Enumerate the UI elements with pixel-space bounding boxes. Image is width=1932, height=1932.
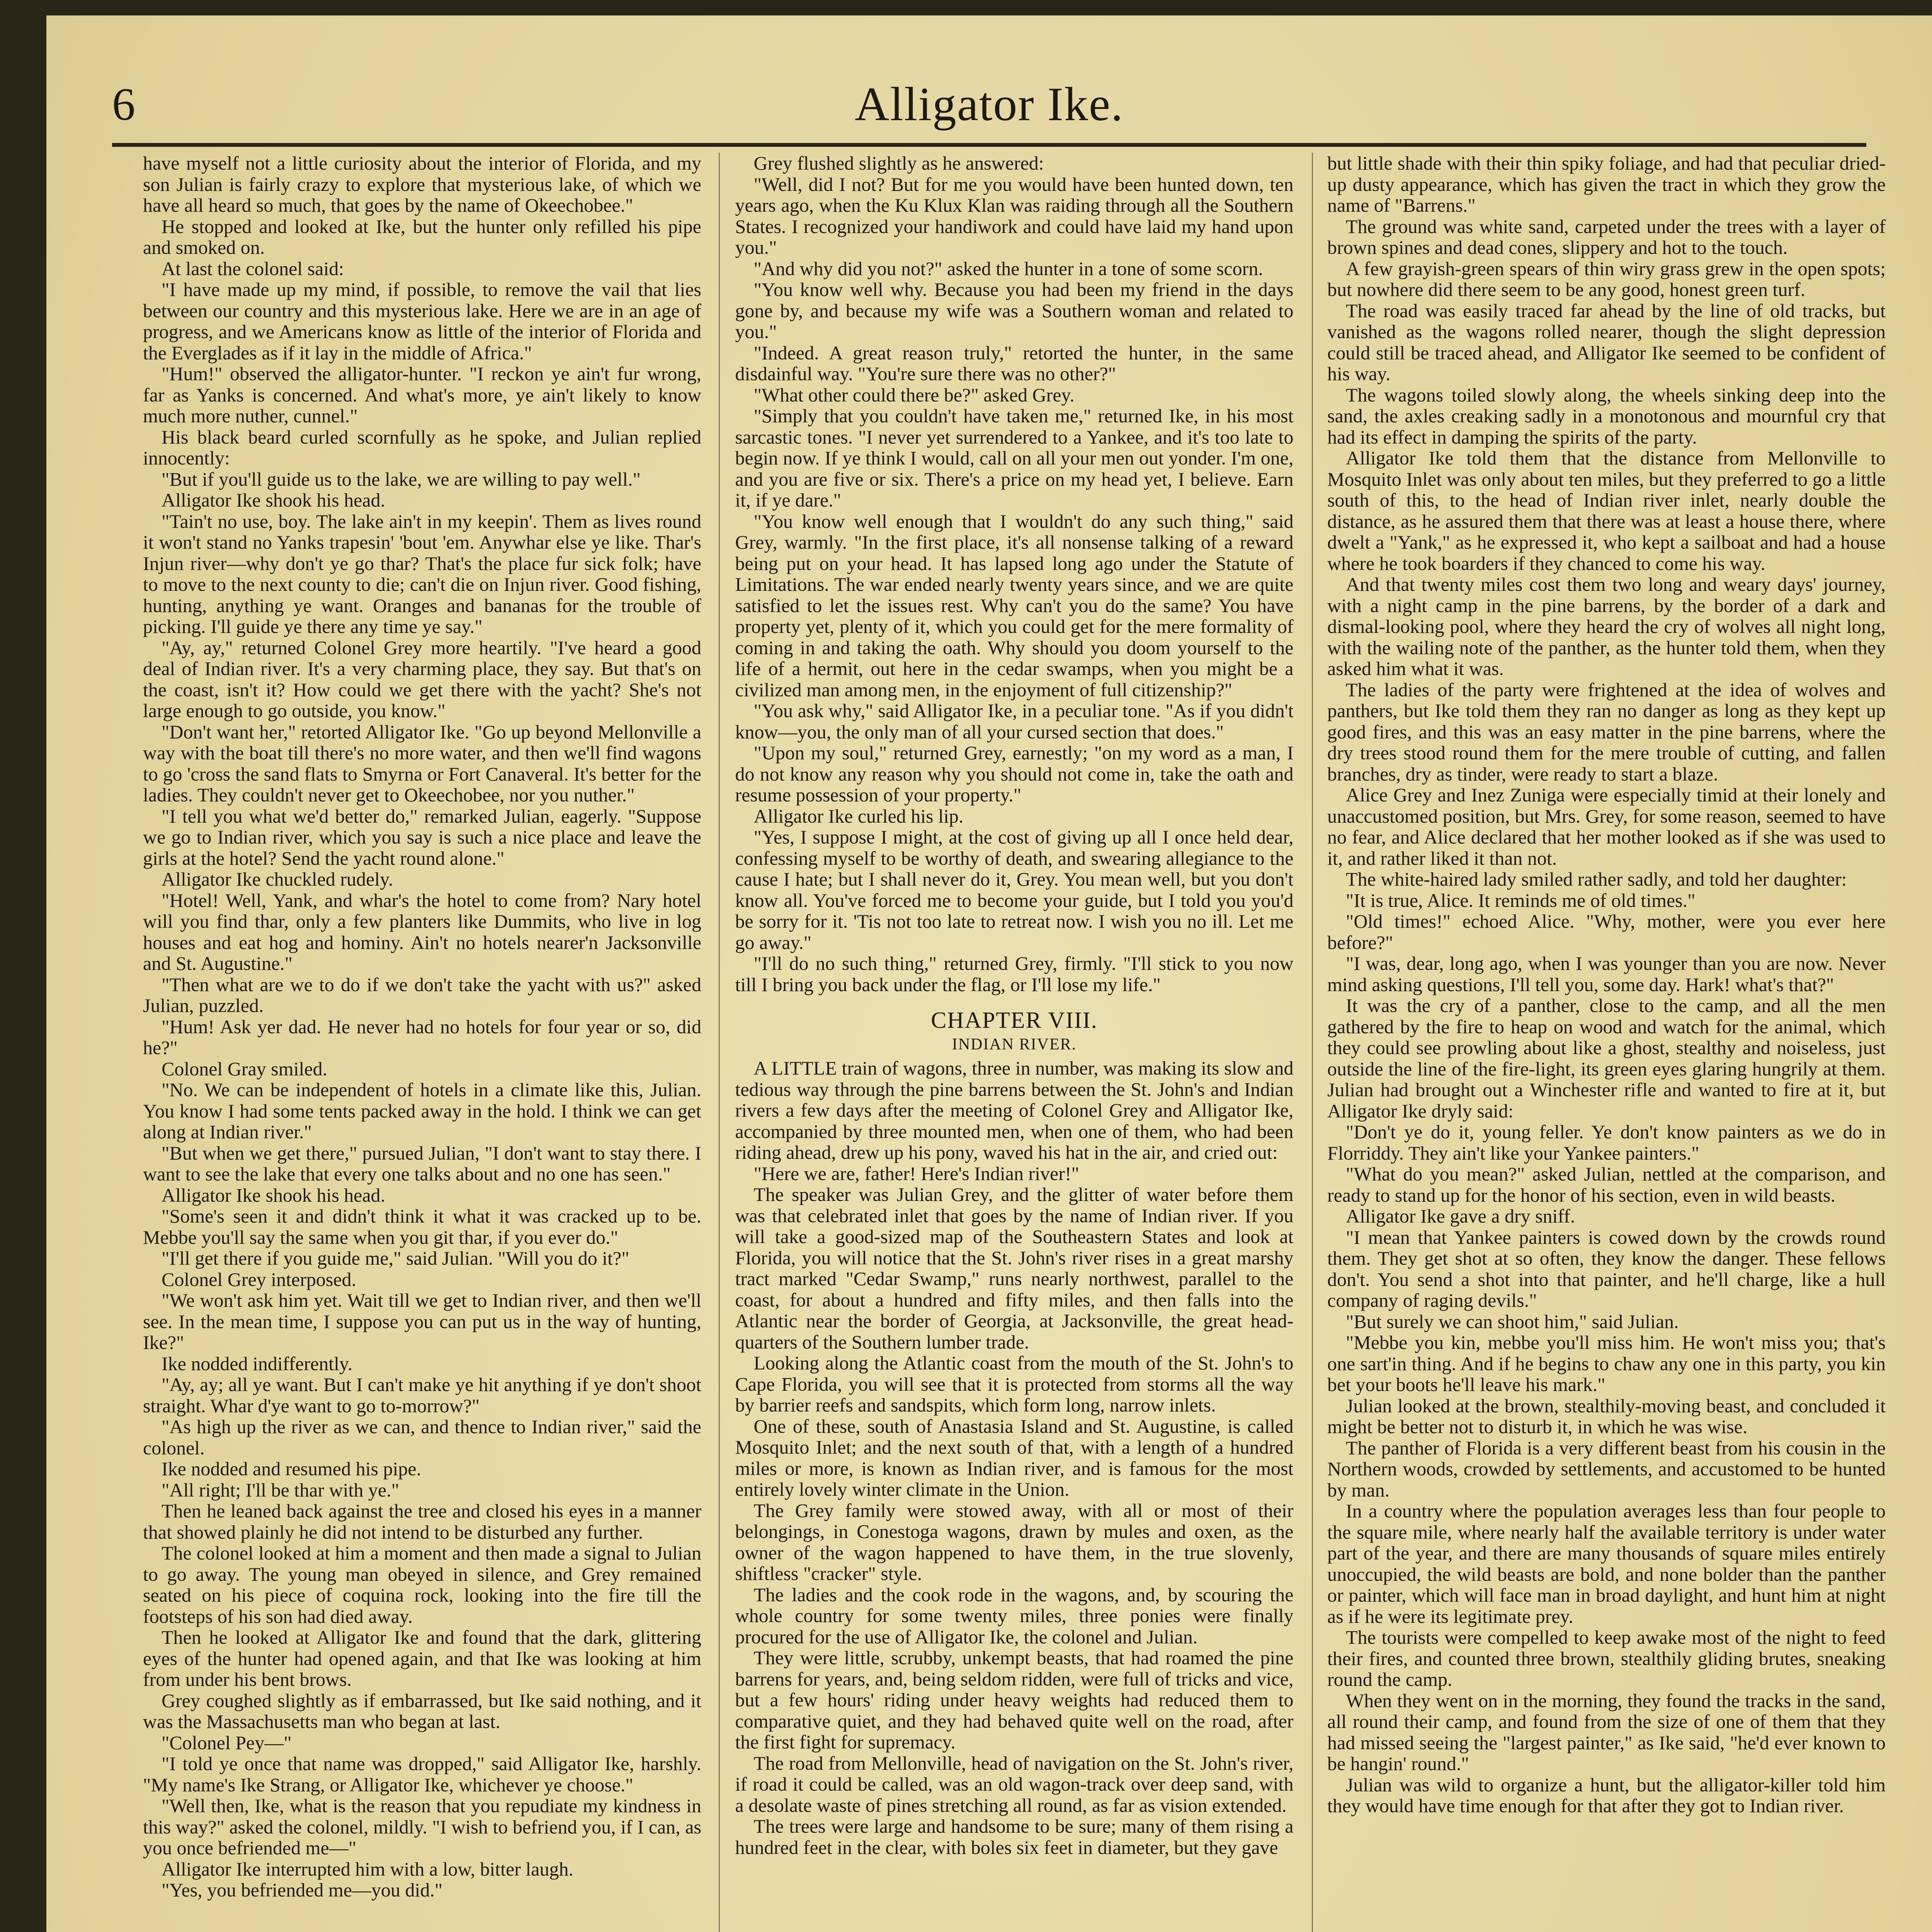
paragraph: Alligator Ike shook his head. <box>162 489 386 511</box>
paragraph: He stopped and looked at Ike, but the hunter only refilled his pipe and smoked on. <box>143 215 701 258</box>
paragraph: Ike nodded indifferently. <box>162 1352 353 1374</box>
paragraph: Grey coughed slightly as if embarrassed, but Ike said nothing, and it was the Massachusetts man who began at last. <box>143 1689 701 1732</box>
paragraph: "Mebbe you kin, mebbe you'll miss him. He won't miss you; that's one sart'in thing. And if he begins to chaw any one in this party, you kin bet your boots he'll leave his mark." <box>1327 1332 1886 1395</box>
paragraph: The ladies of the party were frightened at the idea of wolves and panthers, but Ike told them they ran no danger as long as they kept up good fires, and this was an easy matter in the pine barrens, where the dry trees stood round them for the mere trouble of cutting, and fallen branches, dry as tinder, were ready to start a blaze. <box>1327 679 1886 785</box>
paragraph: Julian was wild to organize a hunt, but the alligator-killer told him they would have time enough for that after they got to Indian river. <box>1327 1774 1886 1816</box>
page-header <box>112 73 1866 147</box>
paragraph: Alice Grey and Inez Zuniga were especially timid at their lonely and unaccustomed position, but Mrs. Grey, for some reason, seemed to have no fear, and Alice declared that her mother looked as if she was used to it, and rather liked it than not. <box>1327 784 1886 869</box>
paragraph: "I'll get there if you guide me," said Julian. "Will you do it?" <box>162 1247 629 1269</box>
paragraph: "Don't want her," retorted Alligator Ike. "Go up beyond Mellonville a way with the boat till there's no more water, and then we'll find wagons to go 'cross the sand flats to Smyrna or Fort Canaveral. It's better for the ladies. They couldn't never get to Okeechobee, nor you nuther." <box>143 721 701 806</box>
paragraph: The ladies and the cook rode in the wagons, and, by scouring the whole country for some twenty miles, three ponies were finally procured for the use of Alligator Ike, the colonel and Julian. <box>735 1583 1294 1648</box>
paragraph: The Grey family were stowed away, with all or most of their belongings, in Conestoga wagons, drawn by mules and oxen, as the owner of the wagon happened to have them, in the true slovenly, shiftless "cracker" style. <box>735 1499 1294 1584</box>
paragraph: "Yes, I suppose I might, at the cost of giving up all I once held dear, confessing myself to be worthy of death, and swearing allegiance to the cause I hate; but I shall never do it, Grey. You mean well, but you don't know all. You've forced me to become your guide, but I told you you'd be sorry for it. 'Tis not too late to retreat now. I wish you no ill. Let me go away." <box>735 826 1294 953</box>
paragraph: "I tell you what we'd better do," remarked Julian, eagerly. "Suppose we go to Indian river, which you say is such a nice place and leave the girls at the hotel? Send the yacht round alone." <box>143 805 701 869</box>
paragraph: "We won't ask him yet. Wait till we get to Indian river, and then we'll see. In the mean time, I suppose you can put us in the way of hunting, Ike?" <box>143 1289 701 1353</box>
paragraph: "It is true, Alice. It reminds me of old times." <box>1346 889 1696 911</box>
paragraph: The speaker was Julian Grey, and the glitter of water before them was that celebrated inlet that goes by the name of Indian river. If you will take a good-sized map of the Southeastern States and look at Florida, you will notice that the St. John's river rises in a great marshy tract marked "Cedar Swamp," runs nearly northwest, parallel to the coast, for about a hundred and fifty miles, and then falls into the Atlantic near the border of Georgia, at Jacksonville, the great head-quarters of the Southern lumber trade. <box>735 1184 1294 1353</box>
paragraph: "Tain't no use, boy. The lake ain't in my keepin'. Them as lives round it won't stand no Yanks trapesin' 'bout 'em. Anywhar else ye like. Thar's Injun river—why don't ye go thar? That's the place fur sick folk; have to move to the next county to die; can't die on Injun river. Good fishing, hunting, anything ye want. Oranges and bananas for the trouble of picking. I'll guide ye there any time ye say." <box>143 510 701 637</box>
paragraph: "Ay, ay," returned Colonel Grey more heartily. "I've heard a good deal of Indian river. It's a very charming place, they say. But that's on the coast, isn't it? How could we get there with the yacht? She's not large enough to go outside, you know." <box>143 636 701 721</box>
paragraph: And that twenty miles cost them two long and weary days' journey, with a night camp in the pine barrens, by the border of a dark and dismal-looking pool, where they heard the cry of wolves all night long, with the wailing note of the panther, as the hunter told them, when they asked him what it was. <box>1327 573 1886 679</box>
paragraph: The panther of Florida is a very different beast from his cousin in the Northern woods, crowded by settlements, and accustomed to be hunted by man. <box>1327 1437 1886 1501</box>
paragraph: "What other could there be?" asked Grey. <box>753 384 1075 406</box>
paragraph: "Ay, ay; all ye want. But I can't make ye hit anything if ye don't shoot straight. Whar d'ye want to go to-morrow?" <box>143 1374 701 1417</box>
paragraph: Colonel Grey interposed. <box>162 1268 357 1290</box>
paragraph: Alligator Ike gave a dry sniff. <box>1346 1205 1575 1227</box>
paragraph: "Upon my soul," returned Grey, earnestly; "on my word as a man, I do not know any reason why you should not come in, take the oath and resume possession of your property." <box>735 742 1294 806</box>
page-number: 6 <box>112 78 135 130</box>
paragraph: "And why did you not?" asked the hunter in a tone of some scorn. <box>753 257 1263 279</box>
text-column-1 <box>143 153 701 1932</box>
paragraph: "All right; I'll be thar with ye." <box>162 1479 399 1501</box>
paragraph: The colonel looked at him a moment and then made a signal to Julian to go away. The young man obeyed in silence, and Grey remained seated on his piece of coquina rock, looking into the fire till the footsteps of his son had died away. <box>143 1542 701 1627</box>
paragraph: The trees were large and handsome to be sure; many of them rising a hundred feet in the clear, with boles six feet in diameter, but they gave <box>735 1815 1294 1858</box>
text-column-2 <box>735 153 1294 1932</box>
paragraph: "But when we get there," pursued Julian, "I don't want to stay there. I want to see the lake that every one talks about and no one has seen." <box>143 1142 701 1185</box>
paragraph: "But surely we can shoot him," said Julian. <box>1346 1310 1679 1332</box>
paragraph: "I told ye once that name was dropped," said Alligator Ike, harshly. "My name's Ike Strang, or Alligator Ike, whichever ye choose." <box>143 1753 701 1796</box>
paragraph: Grey flushed slightly as he answered: <box>753 153 1044 174</box>
column-rule <box>1312 153 1313 1932</box>
paragraph: "Here we are, father! Here's Indian river!" <box>753 1162 1079 1184</box>
paragraph: Alligator Ike curled his lip. <box>753 805 964 827</box>
paragraph: Looking along the Atlantic coast from the mouth of the St. John's to Cape Florida, you will see that it is protected from storms all the way by barrier reefs and sandspits, which form long, narrow inlets. <box>735 1352 1294 1416</box>
paragraph: "Hotel! Well, Yank, and whar's the hotel to come from? Nary hotel will you find thar, only a few planters like Dummits, who live in log houses and eat hog and hominy. Ain't no hotels nearer'n Jacksonville and St. Augustine." <box>143 889 701 974</box>
paragraph: "Well, did I not? But for me you would have been hunted down, ten years ago, when the Ku Klux Klan was raiding through all the Southern States. I recognized your handiwork and could have laid my hand upon you." <box>735 173 1294 258</box>
paragraph: "Don't ye do it, young feller. Ye don't know painters as we do in Florriddy. They ain't like your Yankee painters." <box>1327 1121 1886 1164</box>
paragraph: A LITTLE train of wagons, three in number, was making its slow and tedious way through the pine barrens between the St. John's and Indian rivers a few days after the meeting of Colonel Grey and Alligator Ike, accompanied by three mounted men, when one of them, who had been riding ahead, drew up his pony, waved his hat in the air, and cried out: <box>735 1057 1294 1163</box>
paragraph: "Indeed. A great reason truly," retorted the hunter, in the same disdainful way. "You're sure there was no other?" <box>735 342 1294 384</box>
paragraph: "As high up the river as we can, and thence to Indian river," said the colonel. <box>143 1416 701 1459</box>
chapter-subtitle: INDIAN RIVER. <box>952 1036 1077 1053</box>
paragraph: have myself not a little curiosity about the interior of Florida, and my son Julian is fairly crazy to explore that mysterious lake, of which we have all heard so much, that goes by the name of Okeechobee." <box>143 153 701 216</box>
paragraph: but little shade with their thin spiky foliage, and had that peculiar dried-up dusty appearance, which has given the tract in which they grow the name of "Barrens." <box>1327 153 1886 216</box>
paragraph: One of these, south of Anastasia Island and St. Augustine, is called Mosquito Inlet; and the next south of that, with a length of a hundred miles or more, is known as Indian river, and is famous for the most entirely lovely winter climate in the Union. <box>735 1415 1294 1500</box>
paragraph: Alligator Ike chuckled rudely. <box>162 868 393 890</box>
paragraph: They were little, scrubby, unkempt beasts, that had roamed the pine barrens for years, and, being seldom ridden, were full of tricks and vice, but a few hours' riding under heavy weights had reduced them to comparative quiet, and they had behaved quite well on the road, after the first fight for supremacy. <box>735 1647 1294 1753</box>
paragraph: Then he looked at Alligator Ike and found that the dark, glittering eyes of the hunter had opened again, and that Ike was looking at him from under his bent brows. <box>143 1626 701 1690</box>
paragraph: The wagons toiled slowly along, the wheels sinking deep into the sand, the axles creaking sadly in a monotonous and mournful cry that had its effect in damping the spirits of the party. <box>1327 384 1886 448</box>
text-column-3 <box>1327 153 1886 1932</box>
paragraph: It was the cry of a panther, close to the camp, and all the men gathered by the fire to heap on wood and watch for the animal, which they could see prowling about like a ghost, stealthy and noiseless, just outside the line of the fire-light, its green eyes glaring hungrily at them. Julian had brought out a Winchester rifle and wanted to fire at it, but Alligator Ike dryly said: <box>1327 995 1886 1122</box>
paragraph: "Yes, you befriended me—you did." <box>162 1879 443 1901</box>
paragraph: The road from Mellonville, head of navigation on the St. John's river, if road it could be called, was an old wagon-track over deep sand, with a desolate waste of pines stretching all round, as far as vision extended. <box>735 1752 1294 1816</box>
paragraph: A few grayish-green spears of thin wiry grass grew in the open spots; but nowhere did there seem to be any good, honest green turf. <box>1327 257 1886 300</box>
paragraph: Alligator Ike told them that the distance from Mellonville to Mosquito Inlet was only about ten miles, but they preferred to go a little south of this, to the head of Indian river inlet, nearly double the distance, as he assured them that there was at least a house there, where dwelt a "Yank," as he expressed it, who kept a sailboat and had a house where he took boarders if they chanced to come his way. <box>1327 447 1886 574</box>
paragraph: "Old times!" echoed Alice. "Why, mother, were you ever here before?" <box>1327 910 1886 953</box>
paragraph: In a country where the population averages less than four people to the square mile, where nearly half the available territory is under water part of the year, and there are many thousands of square miles entirely unoccupied, the wild beasts are bold, and none bolder than the panther or painter, which will face man in broad daylight, and hunt him at night as if he were its legitimate prey. <box>1327 1500 1886 1627</box>
paragraph: "Hum! Ask yer dad. He never had no hotels for four year or so, did he?" <box>143 1015 701 1058</box>
paragraph: Alligator Ike interrupted him with a low, bitter laugh. <box>162 1858 573 1880</box>
paragraph: "Colonel Pey—" <box>162 1731 292 1753</box>
paragraph: "Hum!" observed the alligator-hunter. "I reckon ye ain't fur wrong, far as Yanks is concerned. And what's more, ye ain't likely to know much more nuther, cunnel." <box>143 363 701 427</box>
paragraph: "What do you mean?" asked Julian, nettled at the comparison, and ready to stand up for the honor of his section, even in wild beasts. <box>1327 1163 1886 1206</box>
paragraph: "Well then, Ike, what is the reason that you repudiate my kindness in this way?" asked the colonel, mildly. "I wish to befriend you, if I can, as you once befriended me—" <box>143 1795 701 1859</box>
paragraph: The road was easily traced far ahead by the line of old tracks, but vanished as the wagons rolled nearer, though the slight depression could still be traced ahead, and Alligator Ike seemed to be confident of his way. <box>1327 299 1886 384</box>
paragraph: "Some's seen it and didn't think it what it was cracked up to be. Mebbe you'll say the same when you git thar, if you ever do." <box>143 1205 701 1248</box>
paragraph: Ike nodded and resumed his pipe. <box>162 1458 422 1480</box>
page-title: Alligator Ike. <box>854 78 1124 131</box>
paragraph: The tourists were compelled to keep awake most of the night to feed their fires, and counted three brown, stealthily gliding brutes, sneaking round the camp. <box>1327 1626 1886 1690</box>
paragraph: "I'll do no such thing," returned Grey, firmly. "I'll stick to you now till I bring you back under the flag, or I'll lose my life." <box>735 952 1294 995</box>
paragraph: His black beard curled scornfully as he spoke, and Julian replied innocently: <box>143 426 701 469</box>
column-rule <box>719 153 720 1932</box>
paragraph: Alligator Ike shook his head. <box>162 1184 386 1206</box>
paragraph: "I was, dear, long ago, when I was younger than you are now. Never mind asking questions, I'll tell you, some day. Hark! what's that?" <box>1327 952 1886 995</box>
paragraph: Julian looked at the brown, stealthily-moving beast, and concluded it might be better not to disturb it, in which he was wise. <box>1327 1395 1886 1437</box>
paragraph: "You know well enough that I wouldn't do any such thing," said Grey, warmly. "In the first place, it's all nonsense talking of a reward being put on your head. It has lapsed long ago under the Statute of Limitations. The war ended nearly twenty years since, and we are quite satisfied to let the issues rest. Why can't you do the same? You have property yet, plenty of it, which you could get for the mere formality of coming in and taking the oath. Why should you doom yourself to the life of a hermit, out here in the cedar swamps, when you might be a civilized man among men, in the enjoyment of full citizenship?" <box>735 510 1294 701</box>
paragraph: "But if you'll guide us to the lake, we are willing to pay well." <box>162 468 641 490</box>
paragraph: The ground was white sand, carpeted under the trees with a layer of brown spines and dead cones, slippery and hot to the touch. <box>1327 215 1886 258</box>
paragraph: "Then what are we to do if we don't take the yacht with us?" asked Julian, puzzled. <box>143 973 701 1016</box>
article-columns <box>143 153 1886 1932</box>
paragraph: The white-haired lady smiled rather sadly, and told her daughter: <box>1346 868 1847 890</box>
paragraph: "You ask why," said Alligator Ike, in a peculiar tone. "As if you didn't know—you, the only man of all your cursed section that does." <box>735 700 1294 743</box>
paragraph: "You know well why. Because you had been my friend in the days gone by, and because my wife was a Southern woman and related to you." <box>735 279 1294 342</box>
paragraph: Then he leaned back against the tree and closed his eyes in a manner that showed plainly he did not intend to be disturbed any further. <box>143 1500 701 1543</box>
chapter-heading: CHAPTER VIII. <box>931 1007 1098 1033</box>
paragraph: "Simply that you couldn't have taken me," returned Ike, in his most sarcastic tones. "I never yet surrendered to a Yankee, and it's too late to begin now. If ye think I would, call on all your men out yonder. I'm one, and you are five or six. There's a price on my head yet, I believe. Earn it, if ye dare." <box>735 405 1294 511</box>
paragraph: "I mean that Yankee painters is cowed down by the crowds round them. They get shot at so often, they know the danger. These fellows don't. You send a shot into that painter, and he'll charge, like a hull company of raging devils." <box>1327 1226 1886 1311</box>
paragraph: When they went on in the morning, they found the tracks in the sand, all round their camp, and found from the size of one of them that they had missed seeing the "largest painter," as Ike said, "he'd ever known to be hangin' round." <box>1327 1689 1886 1774</box>
paragraph: At last the colonel said: <box>162 257 344 279</box>
paragraph: Colonel Gray smiled. <box>162 1058 328 1080</box>
paragraph: "No. We can be independent of hotels in a climate like this, Julian. You know I had some tents packed away in the hold. I think we can get along at Indian river." <box>143 1079 701 1143</box>
paragraph: "I have made up my mind, if possible, to remove the vail that lies between our country and this mysterious lake. Here we are in an age of progress, and we Americans know as little of the interior of Florida and the Everglades as if it lay in the middle of Africa." <box>143 279 701 364</box>
